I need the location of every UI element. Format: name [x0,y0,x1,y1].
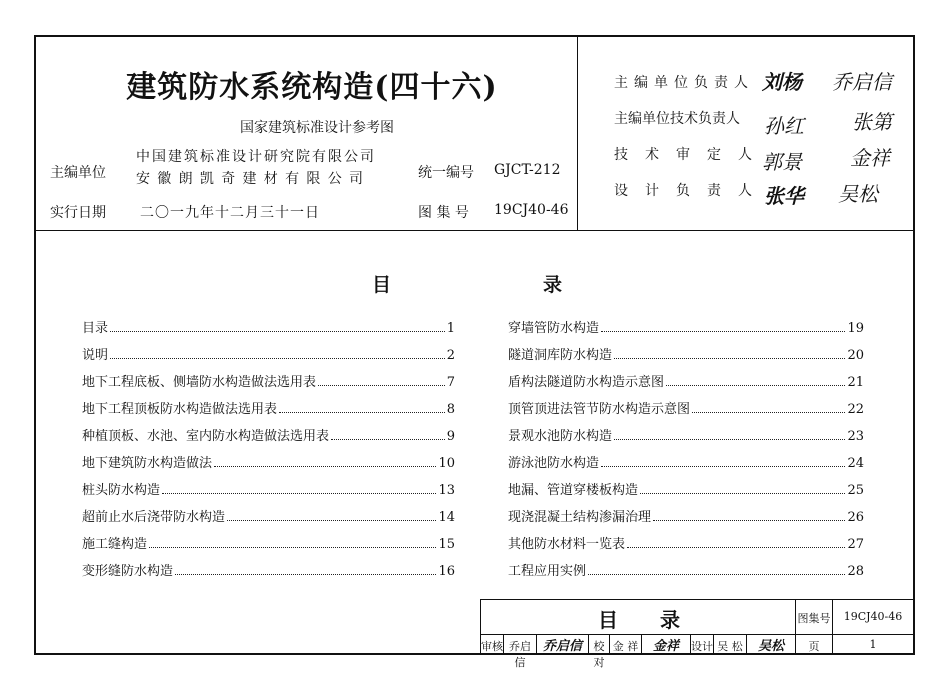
editor-org-1: 中国建筑标准设计研究院有限公司 [136,149,376,165]
toc-item[interactable]: 地下工程底板、侧墙防水构造做法选用表 7 [82,375,455,390]
page-title: 建筑防水系统构造(四十六) [126,70,498,105]
signature-3b: 金祥 [850,146,890,170]
toc-item[interactable]: 隧道洞库防水构造 20 [508,348,864,363]
titleblock-atlas-value: 19CJ40-46 [843,610,903,623]
toc-item[interactable]: 现浇混凝土结构渗漏治理 26 [508,510,864,525]
toc-item[interactable]: 变形缝防水构造 16 [82,564,455,579]
toc-item[interactable]: 地下工程顶板防水构造做法选用表 8 [82,402,455,417]
toc-item[interactable]: 种植顶板、水池、室内防水构造做法选用表 9 [82,429,455,444]
titleblock-check-name: 金 祥 [612,640,639,653]
toc-item[interactable]: 施工缝构造 15 [82,537,455,552]
toc-item[interactable]: 超前止水后浇带防水构造 14 [82,510,455,525]
atlas-label: 图 集 号 [418,205,469,221]
date-value: 二〇一九年十二月三十一日 [140,205,320,221]
toc-heading-left: 目 [372,274,392,296]
code-label: 统一编号 [418,165,474,181]
header-divider [35,230,914,231]
toc-item[interactable]: 景观水池防水构造 23 [508,429,864,444]
titleblock-atlas-label: 图集号 [797,612,831,625]
code-value: GJCT-212 [494,162,561,178]
toc-item[interactable]: 游泳池防水构造 24 [508,456,864,471]
signature-1a: 刘杨 [762,70,802,94]
signature-3a: 郭景 [762,150,802,174]
resp-label-3: 技术审定人 [614,147,769,163]
toc-item[interactable]: 其他防水材料一览表 27 [508,537,864,552]
toc-item[interactable]: 工程应用实例 28 [508,564,864,579]
titleblock-name-right: 录 [660,608,682,632]
header-vertical-divider [577,36,578,231]
atlas-value: 19CJ40-46 [494,202,569,218]
toc-item[interactable]: 盾构法隧道防水构造示意图 21 [508,375,864,390]
titleblock-page-value: 1 [869,638,877,651]
titleblock-top-line [480,599,914,600]
toc-item[interactable]: 顶管顶进法管节防水构造示意图 22 [508,402,864,417]
editor-org-2: 安徽朗凯奇建材有限公司 [136,171,371,187]
resp-label-4: 设计负责人 [614,183,769,199]
titleblock-check-label: 校对 [593,640,605,669]
signature-2a: 孙红 [764,114,804,138]
signature-4b: 吴松 [838,182,878,206]
date-label: 实行日期 [50,205,106,221]
titleblock-review-name: 乔启信 [509,640,531,669]
toc-item[interactable]: 穿墙管防水构造 19 [508,321,864,336]
resp-label-1: 主编单位负责人 [614,75,754,91]
page-subtitle: 国家建筑标准设计参考图 [240,120,394,136]
signature-4a: 张华 [764,184,804,208]
titleblock-check-signature: 金祥 [652,639,679,654]
resp-label-2: 主编单位技术负责人 [614,111,740,127]
toc-item[interactable]: 地漏、管道穿楼板构造 25 [508,483,864,498]
titleblock-review-label: 审核 [481,640,503,653]
titleblock-page-label: 页 [808,640,820,653]
toc-item[interactable]: 目录 1 [82,321,455,336]
toc-heading-right: 录 [543,274,563,296]
toc-item[interactable]: 地下建筑防水构造做法 10 [82,456,455,471]
toc-item[interactable]: 说明 2 [82,348,455,363]
titleblock-design-label: 设计 [691,640,713,653]
editor-label: 主编单位 [50,165,106,181]
titleblock-review-signature: 乔启信 [542,639,582,654]
titleblock-name-left: 目 [598,608,620,632]
signature-1b: 乔启信 [832,70,892,94]
toc-item[interactable]: 桩头防水构造 13 [82,483,455,498]
signature-2b: 张第 [852,110,892,134]
titleblock-design-name: 吴 松 [717,640,743,653]
titleblock-design-signature: 吴松 [757,639,784,654]
